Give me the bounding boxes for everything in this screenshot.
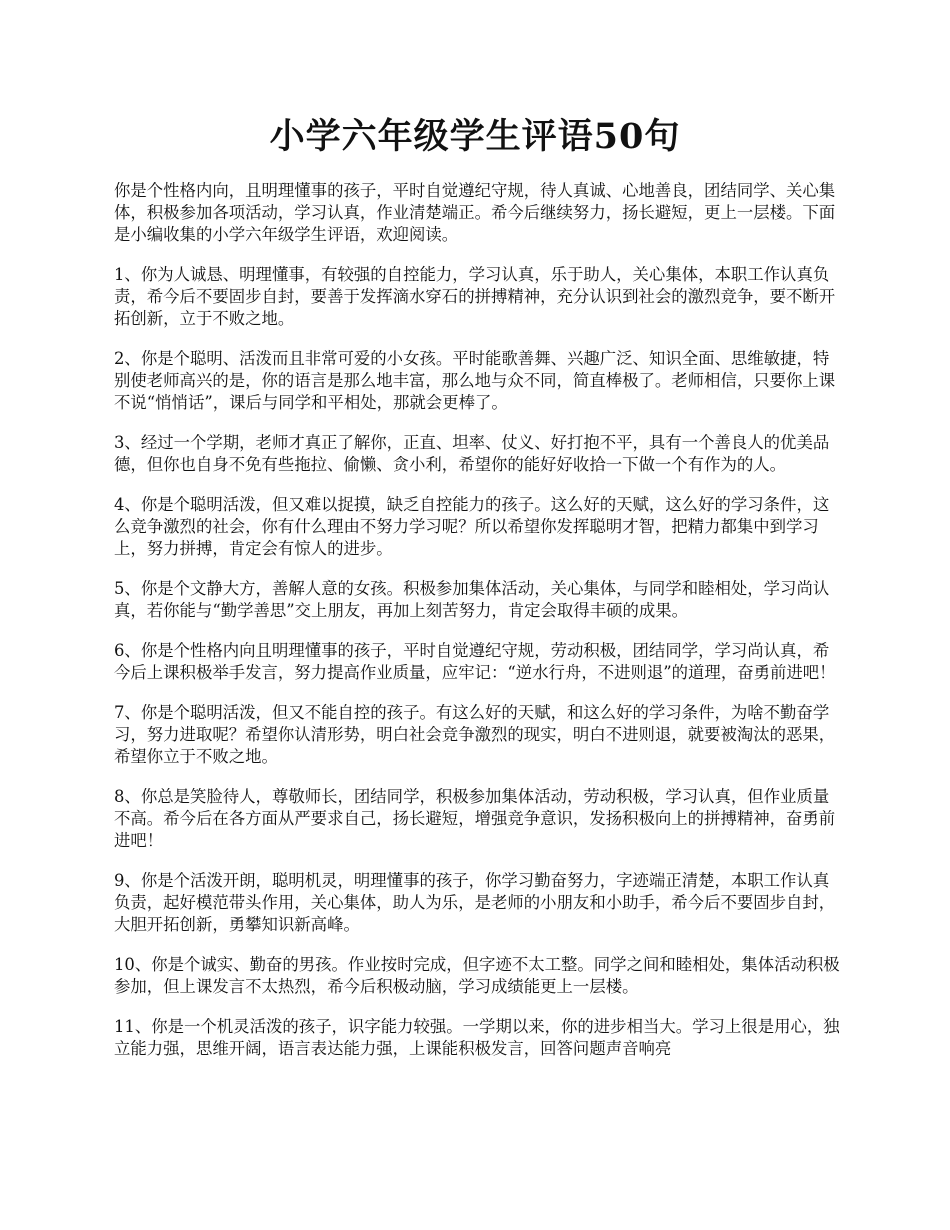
comment-paragraph-4: 4、你是个聪明活泼，但又难以捉摸，缺乏自控能力的孩子。这么好的天赋，这么好的学习条件，这么竞争激烈的社会，你有什么理由不努力学习呢？所以希望你发挥聪明才智，把精力都集中到学习上，努力拼搏，肯定会有惊人的进步。 <box>114 495 830 558</box>
comment-paragraph-11: 11、你是一个机灵活泼的孩子，识字能力较强。一学期以来，你的进步相当大。学习上很是用心，独立能力强，思维开阔，语言表达能力强，上课能积极发言，回答问题声音响亮 <box>114 1017 840 1058</box>
comment-paragraph-5: 5、你是个文静大方，善解人意的女孩。积极参加集体活动，关心集体，与同学和睦相处，学习尚认真，若你能与“勤学善思”交上朋友，再加上刻苦努力，肯定会取得丰硕的成果。 <box>114 579 830 620</box>
document-body <box>114 180 840 1078</box>
page-title: 小学六年级学生评语50句 <box>269 116 681 157</box>
comment-paragraph-2: 2、你是个聪明、活泼而且非常可爱的小女孩。平时能歌善舞、兴趣广泛、知识全面、思维敏捷，特别使老师高兴的是，你的语言是那么地丰富，那么地与众不同，简直棒极了。老师相信，只要你上课不说“悄悄话”，课后与同学和平相处，那就会更棒了。 <box>114 349 836 412</box>
intro-paragraph: 你是个性格内向，且明理懂事的孩子，平时自觉遵纪守规，待人真诚、心地善良，团结同学、关心集体，积极参加各项活动，学习认真，作业清楚端正。希今后继续努力，扬长避短，更上一层楼。下面是小编收集的小学六年级学生评语，欢迎阅读。 <box>114 181 836 244</box>
comment-paragraph-3: 3、经过一个学期，老师才真正了解你，正直、坦率、仗义、好打抱不平，具有一个善良人的优美品德，但你也自身不免有些拖拉、偷懒、贪小利，希望你的能好好收拾一下做一个有作为的人。 <box>114 433 830 474</box>
comment-paragraph-10: 10、你是个诚实、勤奋的男孩。作业按时完成，但字迹不太工整。同学之间和睦相处，集体活动积极参加，但上课发言不太热烈，希今后积极动脑，学习成绩能更上一层楼。 <box>114 955 840 996</box>
comment-paragraph-7: 7、你是个聪明活泼，但又不能自控的孩子。有这么好的天赋，和这么好的学习条件，为啥不勤奋学习，努力进取呢？希望你认清形势，明白社会竞争激烈的现实，明白不进则退，就要被淘汰的恶果，希望你立于不败之地。 <box>114 703 836 766</box>
comment-paragraph-8: 8、你总是笑脸待人，尊敬师长，团结同学，积极参加集体活动，劳动积极，学习认真，但作业质量不高。希今后在各方面从严要求自己，扬长避短，增强竞争意识，发扬积极向上的拼搏精神，奋勇前进吧！ <box>114 787 836 850</box>
comment-paragraph-6: 6、你是个性格内向且明理懂事的孩子，平时自觉遵纪守规，劳动积极，团结同学，学习尚认真，希今后上课积极举手发言，努力提高作业质量，应牢记：“逆水行舟，不进则退”的道理，奋勇前进吧！ <box>114 641 836 682</box>
comment-paragraph-9: 9、你是个活泼开朗，聪明机灵，明理懂事的孩子，你学习勤奋努力，字迹端正清楚，本职工作认真负责，起好模范带头作用，关心集体，助人为乐，是老师的小朋友和小助手，希今后不要固步自封，大胆开拓创新，勇攀知识新高峰。 <box>114 871 836 934</box>
comment-paragraph-1: 1、你为人诚恳、明理懂事，有较强的自控能力，学习认真，乐于助人，关心集体，本职工作认真负责，希今后不要固步自封，要善于发挥滴水穿石的拼搏精神，充分认识到社会的激烈竞争，要不断开拓创新，立于不败之地。 <box>114 265 836 328</box>
